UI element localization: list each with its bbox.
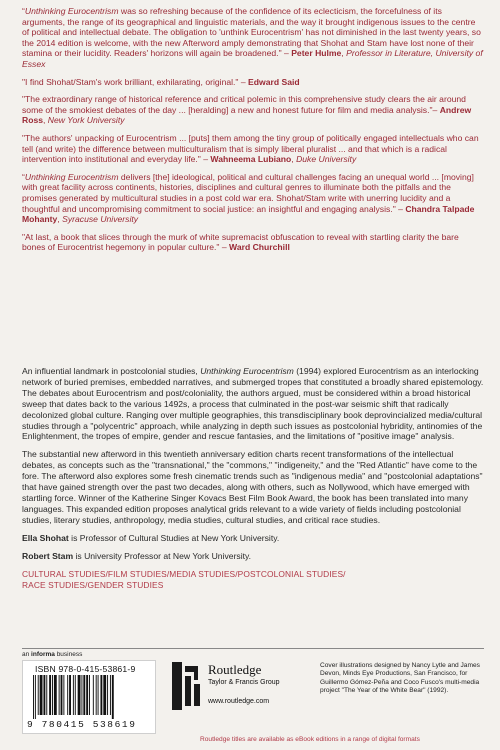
informa-business-label: an informa business — [22, 651, 83, 658]
quote-source: Edward Said — [248, 76, 300, 87]
review-quote: "The authors' unpacking of Eurocentrism ... [puts] them among the tiny group of politically engaged intellectuals who can tell (and write) the difference between multiculturalism that is simply liberal pluralist ... and that which is a radical intervention into institutional and everyday life." – Wahneema Lubiano, Duke University — [22, 132, 479, 165]
review-quote: "I find Shohat/Stam's work brilliant, exhilarating, original." – Edward Said — [22, 76, 300, 87]
cover-footer — [22, 648, 484, 744]
book-description — [22, 366, 484, 591]
author-name: Robert Stam — [22, 550, 74, 561]
review-quote: “Unthinking Eurocentrism delivers [the] ideological, political and cultural challenges facing an unequal world ... [moving] with great facility across continents, histories, disciplines and cultural genres to illuminate both the pitfalls and the promises generated by multicultural studies in a post cold war era. Shohat/Stam write with unerring lucidity and a thoughtful and uncompromising commitment to social justice: an insightful and engaging analysis." – Chandra Talpade Mohanty, Syracuse University — [22, 171, 475, 225]
author-name: Ella Shohat — [22, 532, 69, 543]
book-title: Unthinking Eurocentrism — [24, 6, 119, 16]
quote-affiliation: Duke University — [296, 154, 357, 165]
review-quote: "The extraordinary range of historical reference and critical polemic in this comprehensive study clears the air around some of the smokiest debates of the day ... [heralding] a new and honest future for film and media analysis."– Andrew Ross, New York University — [22, 94, 472, 126]
author-bio: Robert Stam is University Professor at New York University. — [22, 550, 252, 561]
book-title: Unthinking Eurocentrism — [24, 171, 119, 182]
review-quote: "At last, a book that slices through the murk of white supremacist obfuscation to reveal with startling clarity the bare bones of Eurocentrist hegemony in popular culture." – Ward Churchill — [22, 231, 459, 253]
quote-affiliation: Syracuse University — [62, 214, 139, 225]
quote-source: Chandra Talpade Mohanty — [22, 203, 475, 225]
publisher-group: Taylor & Francis Group — [208, 679, 280, 686]
review-quotes — [22, 6, 484, 260]
quote-affiliation: Professor in Literature, University of Essex — [22, 48, 483, 69]
routledge-logo-icon — [172, 662, 202, 710]
publisher-url[interactable]: www.routledge.com — [208, 698, 270, 705]
divider — [22, 648, 484, 649]
book-title: Unthinking Eurocentrism — [200, 366, 294, 376]
ebook-note: Routledge titles are available as eBook editions in a range of digital formats — [200, 736, 420, 743]
quote-source: Andrew Ross — [22, 104, 472, 126]
description-paragraph: An influential landmark in postcolonial studies, Unthinking Eurocentrism (1994) explored Eurocentrism as an interlocking network of buried premises, embedded narratives, and submerged tropes that constituted a broadly shared epistemology. The debates about Eurocentrism and post/coloniality, the authors argued, must be considered within a broad historical sweep that dates back to the various 1492s, a process that culminated in the post-war seismic shift that radically decolonized global culture. Ranging over multiple geographies, this transdisciplinary book deprovincialized media/cultural studies through a "polycentric" approach, while analyzing in depth such issues as postcolonial hybridity, antinomies of the Enlightenment, the tropes of empire, gender and rescue fantasies, and the limitations of "positive image" analysis. — [22, 366, 484, 442]
cover-credit: Cover illustrations designed by Nancy Lytle and James Devon, Minds Eye Productions, San Francisco, for Guillermo Gómez-Peña and Coco Fusco's multi-media project "The Year of the White Bear" (1992). — [320, 662, 480, 695]
quote-affiliation: New York University — [47, 115, 125, 126]
quote-source: Ward Churchill — [229, 242, 290, 253]
publisher-name: Routledge — [208, 662, 262, 677]
isbn-barcode — [22, 660, 156, 734]
description-paragraph: The substantial new afterword in this twentieth anniversary edition charts recent transformations of the intellectual debates, as concepts such as the "transnational," the "commons," "indigeneity," and the "Red Atlantic" have come to the fore. The afterword also explores some fresh cinematic trends such as "indigenous media" and "postcolonial adaptations" that have gained strength over the past two decades, along with others, such as Nollywood, which have emerged with startling force. Winner of the Katherine Singer Kovacs Best Film Book Award, the book has been translated into many languages. This expanded edition proposes analytical grids relevant to a wide variety of fields including postcolonial studies, literary studies, anthropology, media studies, cultural studies, and critical race studies. — [22, 449, 483, 525]
barcode-icon — [31, 675, 147, 719]
quote-source: Wahneema Lubiano — [210, 154, 292, 165]
subject-categories: CULTURAL STUDIES/FILM STUDIES/MEDIA STUDIES/POSTCOLONIAL STUDIES/ RACE STUDIES/GENDER STUDIES — [22, 568, 346, 590]
quote-source: Peter Hulme — [291, 48, 342, 59]
isbn-label: ISBN 978-0-415-53861-9 — [35, 664, 136, 674]
author-bio: Ella Shohat is Professor of Cultural Studies at New York University. — [22, 532, 280, 543]
review-quote: “Unthinking Eurocentrism was so refreshing because of the confidence of its eclecticism, the forcefulness of its arguments, the range of its geographical and linguistic materials, and the way it brought indigenous issues to the centre of political and intellectual debate. The obligation to 'unthink Eurocentrism' has not diminished in the last twenty years, so the 2014 edition is welcome, with the new Afterword amply demonstrating that Shohat and Stam have lost none of their stamina or their lucidity. Readers' horizons will again be broadened." – Peter Hulme, Professor in Literature, University of Essex — [22, 6, 483, 69]
barcode-number: 9 780415 538619 — [27, 719, 137, 730]
